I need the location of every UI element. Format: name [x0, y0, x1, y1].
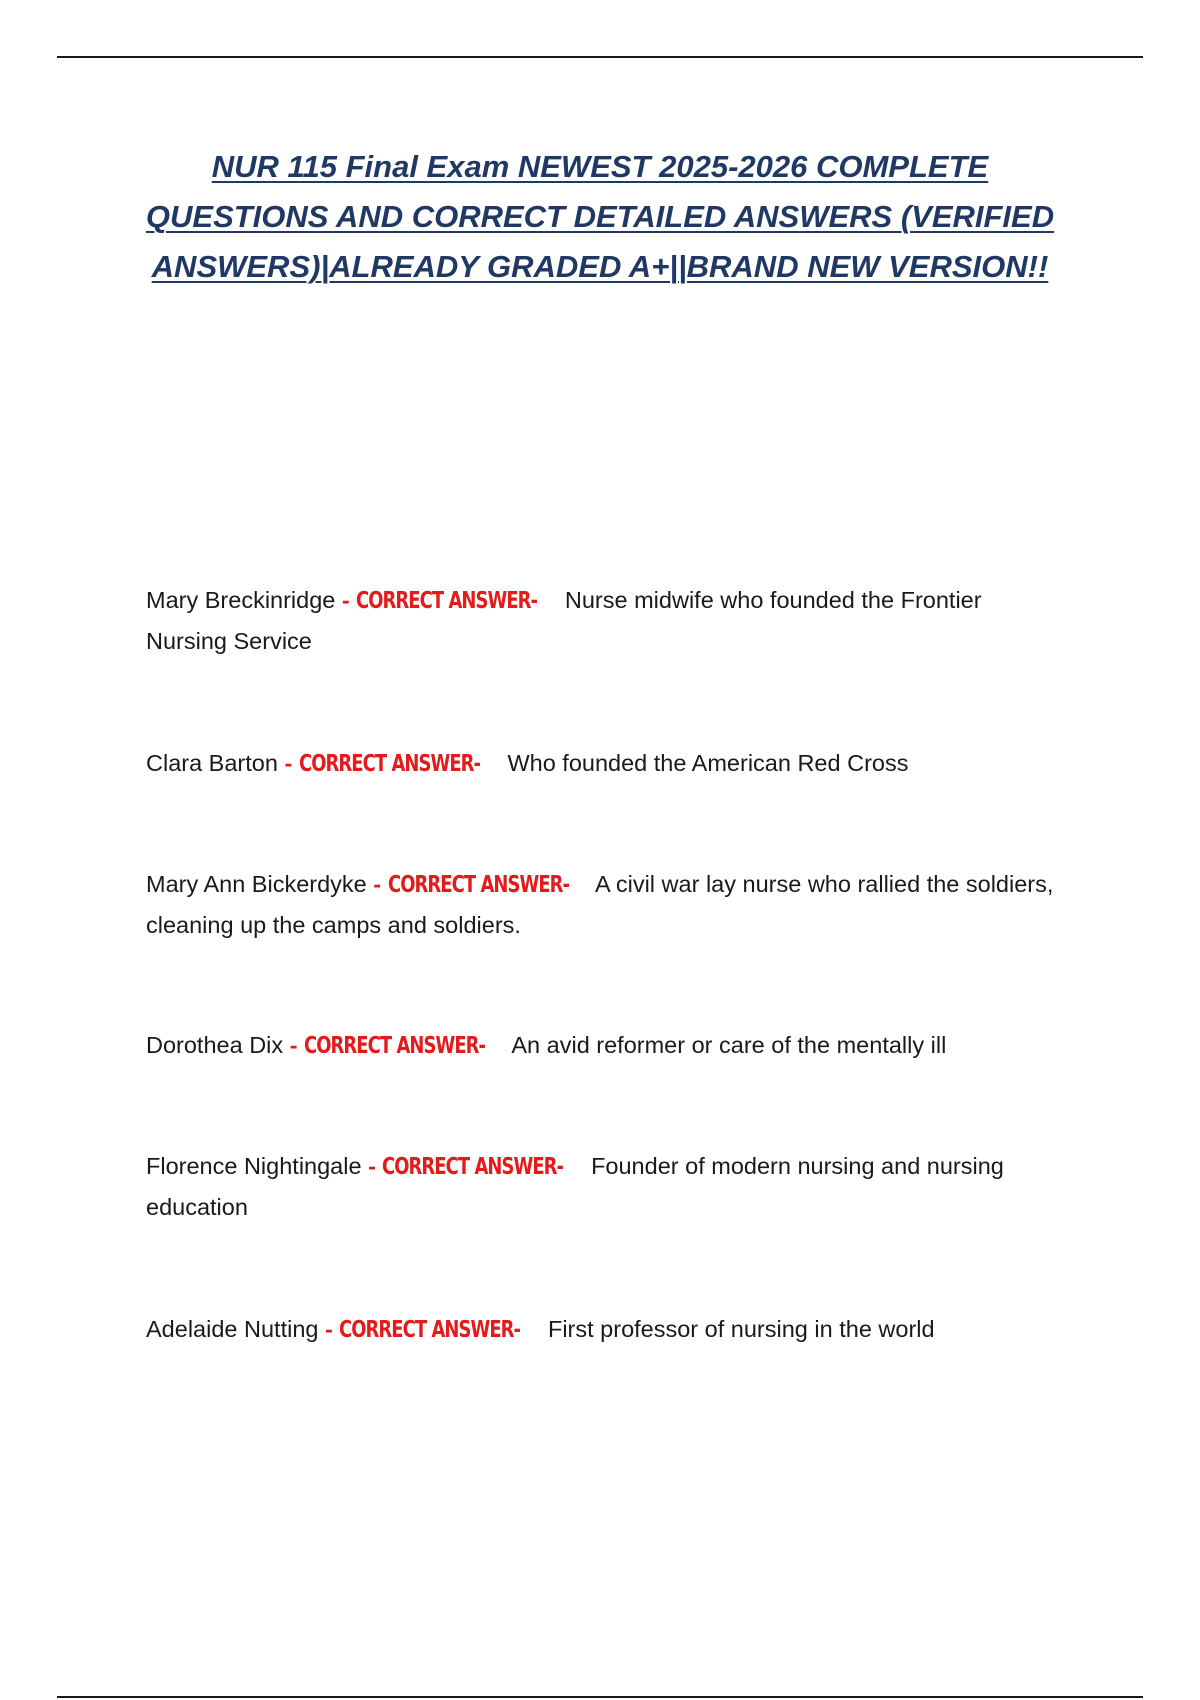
qa-answer: Founder of modern nursing and nursing education — [146, 1153, 1004, 1220]
qa-item — [146, 1146, 1066, 1227]
qa-separator: - — [284, 750, 293, 776]
bottom-horizontal-rule — [57, 1696, 1143, 1698]
qa-answer: First professor of nursing in the world — [547, 1316, 935, 1342]
qa-term: Florence Nightingale — [146, 1153, 362, 1179]
qa-term: Adelaide Nutting — [146, 1316, 319, 1342]
qa-item — [146, 864, 1066, 945]
correct-answer-tag: CORRECT ANSWER- — [382, 1154, 564, 1180]
qa-term: Dorothea Dix — [146, 1032, 284, 1058]
qa-list — [146, 580, 1066, 1350]
qa-item — [146, 580, 1066, 661]
qa-answer: Nurse midwife who founded the Frontier Nursing Service — [146, 587, 982, 654]
qa-separator: - — [289, 1032, 298, 1058]
qa-term: Mary Breckinridge — [146, 587, 336, 613]
correct-answer-tag: CORRECT ANSWER- — [298, 751, 480, 777]
qa-item — [146, 1309, 1066, 1350]
qa-item — [146, 743, 1066, 784]
top-horizontal-rule — [57, 56, 1143, 58]
qa-answer: Who founded the American Red Cross — [507, 750, 909, 776]
qa-separator: - — [368, 1153, 376, 1179]
correct-answer-tag: CORRECT ANSWER- — [339, 1317, 521, 1343]
qa-term: Clara Barton — [146, 750, 278, 776]
correct-answer-tag: CORRECT ANSWER- — [356, 588, 538, 614]
qa-item — [146, 1025, 1066, 1066]
qa-answer: An avid reformer or care of the mentally ill — [511, 1032, 947, 1058]
qa-separator: - — [324, 1316, 333, 1342]
qa-separator: - — [341, 587, 350, 613]
correct-answer-tag: CORRECT ANSWER- — [387, 872, 569, 898]
qa-separator: - — [373, 871, 382, 897]
document-title: NUR 115 Final Exam NEWEST 2025-2026 COMPLETE QUESTIONS AND CORRECT DETAILED ANSWERS (VERIFIED ANSWERS)|ALREADY GRADED A+||BRAND NEW VERSION!! — [145, 149, 1055, 284]
qa-term: Mary Ann Bickerdyke — [146, 871, 367, 897]
qa-answer: A civil war lay nurse who rallied the soldiers, cleaning up the camps and soldiers. — [146, 871, 1054, 938]
correct-answer-tag: CORRECT ANSWER- — [304, 1033, 486, 1059]
